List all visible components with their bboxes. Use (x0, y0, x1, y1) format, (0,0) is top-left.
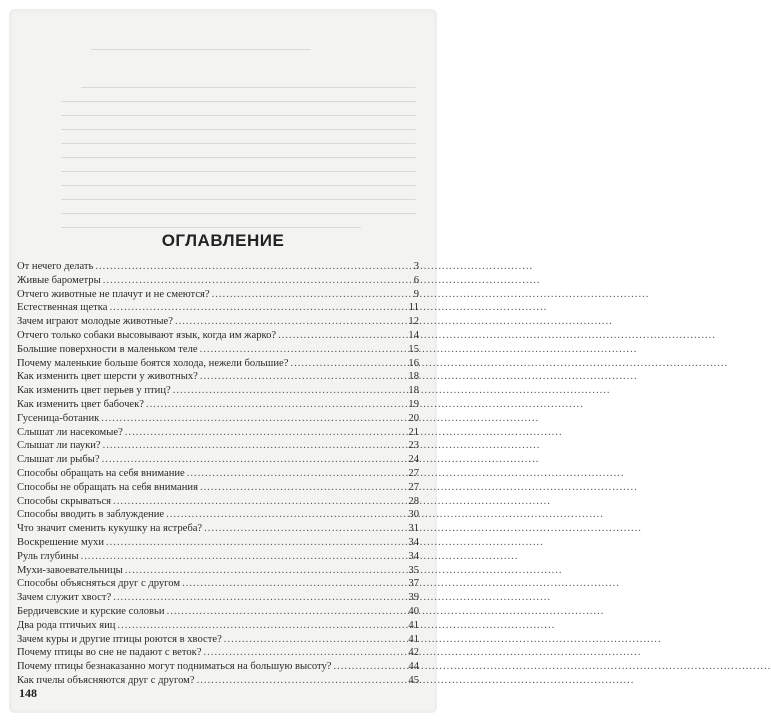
toc-entry-title: Способы скрываться (17, 495, 112, 507)
toc-entry-page: 11 (408, 302, 419, 314)
toc-entry-title: Как изменить цвет шерсти у животных? (17, 371, 198, 383)
toc-entry-page: 16 (408, 357, 419, 369)
toc-entry-title: Зачем играют молодые животные? (17, 316, 173, 328)
toc-entry[interactable] (17, 495, 419, 509)
toc-entry-page: 35 (408, 564, 419, 576)
toc-entry-page: 27 (408, 467, 419, 479)
toc-entry-title: Зачем служит хвост? (17, 592, 112, 604)
toc-entry-page: 28 (408, 495, 419, 507)
toc-entry[interactable] (17, 384, 419, 398)
toc-entry[interactable] (17, 329, 419, 343)
toc-entry-page: 21 (408, 426, 419, 438)
toc-entry-title: Естественная щетка (17, 302, 108, 314)
toc-dot-leader (182, 577, 403, 591)
toc-dot-leader (224, 633, 403, 647)
toc-entry[interactable] (17, 343, 419, 357)
toc-entry-title: Как изменить цвет перьев у птиц? (17, 385, 171, 397)
toc-dot-leader (200, 370, 403, 384)
toc-entry[interactable] (17, 370, 419, 384)
toc-entry-title: Слышат ли пауки? (17, 440, 101, 452)
toc-dot-leader (187, 467, 403, 481)
toc-entry[interactable] (17, 550, 419, 564)
toc-entry[interactable] (17, 412, 419, 426)
toc-entry[interactable] (17, 315, 419, 329)
toc-entry[interactable] (17, 674, 419, 688)
toc-entry-page: 39 (408, 592, 419, 604)
bleed-through-text (21, 21, 426, 241)
toc-entry[interactable] (17, 426, 419, 440)
toc-entry-title: Способы объясняться друг с другом (17, 578, 181, 590)
toc-dot-leader (113, 591, 403, 605)
toc-entry-title: Отчего животные не плачут и не смеются? (17, 288, 210, 300)
toc-entry-title: Способы не обращать на себя внимания (17, 481, 198, 493)
table-of-contents (17, 260, 419, 688)
toc-entry-title: Руль глубины (17, 550, 79, 562)
toc-dot-leader (113, 495, 403, 509)
toc-entry-page: 18 (408, 385, 419, 397)
toc-entry-page: 27 (408, 481, 419, 493)
toc-entry-page: 12 (408, 316, 419, 328)
toc-dot-leader (200, 343, 403, 357)
toc-dot-leader (175, 315, 403, 329)
toc-entry[interactable] (17, 660, 419, 674)
toc-entry-page: 45 (408, 674, 419, 686)
toc-entry[interactable] (17, 508, 419, 522)
toc-entry-page: 41 (408, 619, 419, 631)
toc-entry[interactable] (17, 467, 419, 481)
toc-dot-leader (333, 660, 403, 674)
toc-dot-leader (166, 508, 403, 522)
toc-entry[interactable] (17, 633, 419, 647)
toc-entry-title: Почему птицы безнаказанно могут подниматься на большую высоту? (17, 661, 332, 673)
toc-entry-page: 34 (408, 550, 419, 562)
toc-entry-page: 40 (408, 605, 419, 617)
toc-entry[interactable] (17, 646, 419, 660)
toc-entry-page: 14 (408, 329, 419, 341)
toc-entry-title: Мухи-завоевательницы (17, 564, 123, 576)
toc-entry-page: 19 (408, 398, 419, 410)
toc-dot-leader (278, 329, 403, 343)
toc-entry-page: 20 (408, 412, 419, 424)
toc-entry-page: 24 (408, 454, 419, 466)
toc-entry[interactable] (17, 274, 419, 288)
toc-entry-page: 41 (408, 633, 419, 645)
toc-dot-leader (197, 674, 403, 688)
toc-entry[interactable] (17, 564, 419, 578)
toc-entry-page: 23 (408, 440, 419, 452)
toc-dot-leader (101, 412, 403, 426)
toc-entry-page: 31 (408, 523, 419, 535)
toc-dot-leader (125, 426, 403, 440)
toc-entry-title: Почему птицы во сне не падают с веток? (17, 647, 202, 659)
toc-dot-leader (95, 260, 403, 274)
toc-entry-page: 30 (408, 509, 419, 521)
toc-dot-leader (103, 274, 403, 288)
toc-entry-title: Отчего только собаки высовывают язык, когда им жарко? (17, 329, 277, 341)
toc-entry-title: Воскрешение мухи (17, 536, 104, 548)
toc-entry[interactable] (17, 453, 419, 467)
toc-entry[interactable] (17, 398, 419, 412)
toc-entry-title: От нечего делать (17, 261, 94, 272)
toc-entry[interactable] (17, 439, 419, 453)
toc-entry[interactable] (17, 591, 419, 605)
toc-dot-leader (173, 384, 403, 398)
toc-dot-leader (212, 288, 403, 302)
toc-entry[interactable] (17, 357, 419, 371)
toc-entry-page: 44 (408, 661, 419, 673)
toc-dot-leader (117, 619, 403, 633)
toc-entry-title: Гусеница-ботаник (17, 412, 100, 424)
toc-entry[interactable] (17, 260, 419, 274)
toc-dot-leader (204, 646, 403, 660)
toc-entry-title: Два рода птичьих яиц (17, 619, 116, 631)
toc-dot-leader (290, 357, 403, 371)
toc-dot-leader (81, 550, 403, 564)
toc-entry[interactable] (17, 481, 419, 495)
toc-entry-page: 34 (408, 536, 419, 548)
toc-entry-title: Как изменить цвет бабочек? (17, 398, 144, 410)
toc-dot-leader (109, 301, 403, 315)
toc-dot-leader (204, 522, 403, 536)
toc-entry-title: Слышат ли рыбы? (17, 454, 100, 466)
toc-entry-page: 18 (408, 371, 419, 383)
toc-dot-leader (103, 439, 403, 453)
toc-entry-title: Что значит сменить кукушку на ястреба? (17, 523, 203, 535)
toc-entry-title: Бердичевские и курские соловьи (17, 605, 165, 617)
toc-dot-leader (102, 453, 403, 467)
toc-entry-title: Способы обращать на себя внимание (17, 467, 185, 479)
toc-entry-title: Зачем куры и другие птицы роются в хвосте? (17, 633, 222, 645)
toc-entry-title: Почему маленькие больше боятся холода, нежели большие? (17, 357, 289, 369)
toc-entry[interactable] (17, 577, 419, 591)
page-number: 148 (19, 686, 37, 700)
toc-entry[interactable] (17, 605, 419, 619)
toc-dot-leader (200, 481, 403, 495)
toc-entry-page: 9 (413, 288, 419, 300)
toc-entry-page: 6 (413, 274, 419, 286)
toc-dot-leader (125, 564, 403, 578)
toc-entry[interactable] (17, 301, 419, 315)
toc-entry[interactable] (17, 522, 419, 536)
toc-entry[interactable] (17, 536, 419, 550)
toc-entry-title: Как пчелы объясняются друг с другом? (17, 674, 195, 686)
toc-entry-page: 15 (408, 343, 419, 355)
toc-entry-page: 37 (408, 578, 419, 590)
toc-dot-leader (167, 605, 403, 619)
toc-dot-leader (146, 398, 403, 412)
contents-heading: ОГЛАВЛЕНИЕ (161, 231, 285, 250)
toc-entry-title: Большие поверхности в маленьком теле (17, 343, 198, 355)
toc-entry-page: 3 (413, 261, 419, 272)
toc-dot-leader (106, 536, 403, 550)
toc-entry-page: 42 (408, 647, 419, 659)
book-page (9, 9, 437, 713)
toc-entry-title: Живые барометры (17, 274, 101, 286)
toc-entry-title: Слышат ли насекомые? (17, 426, 123, 438)
toc-entry-title: Способы вводить в заблуждение (17, 509, 165, 521)
toc-entry[interactable] (17, 619, 419, 633)
toc-entry[interactable] (17, 288, 419, 302)
